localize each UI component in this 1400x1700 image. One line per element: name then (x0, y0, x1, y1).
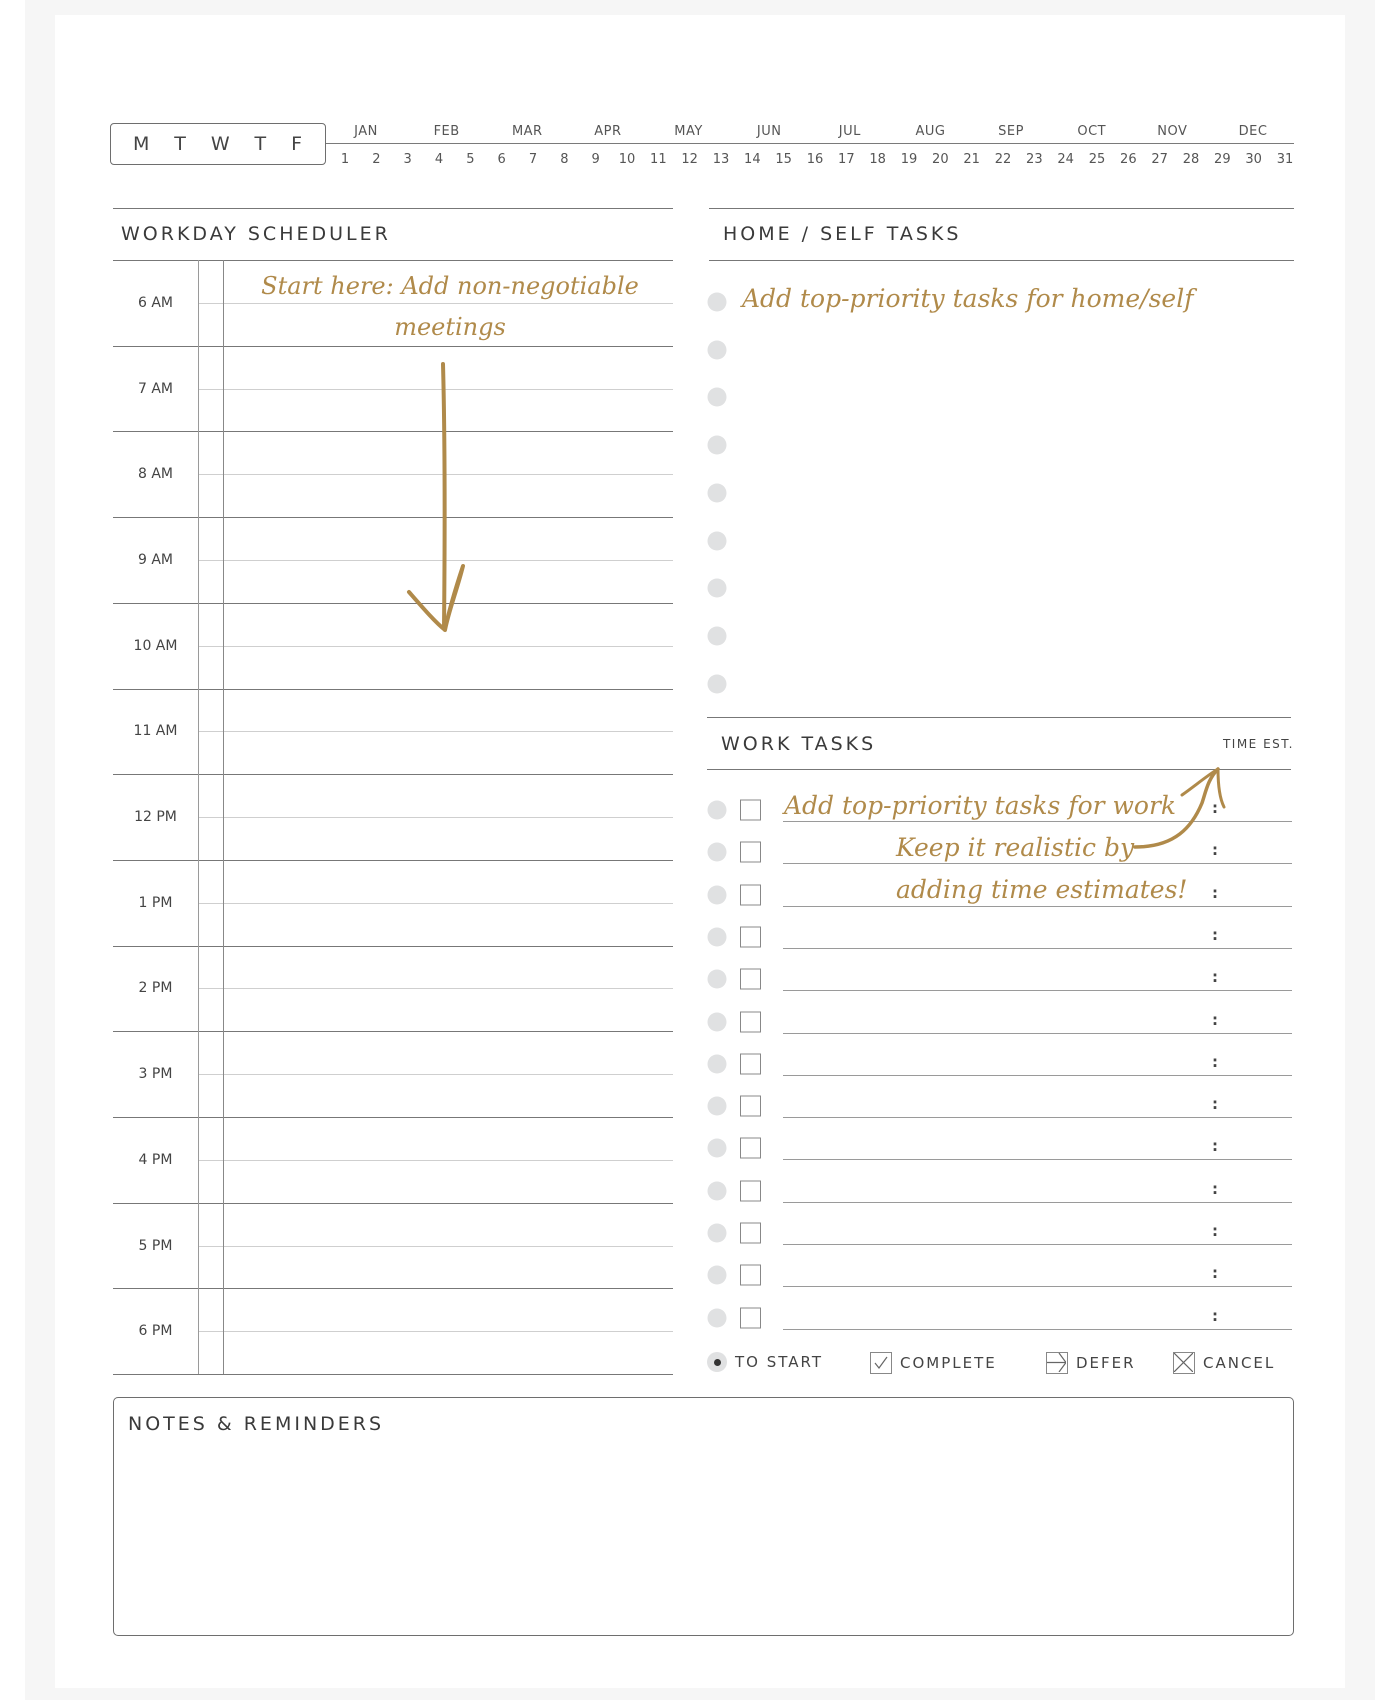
weekday-monday[interactable]: M (132, 133, 151, 155)
legend-cancel (1173, 1352, 1275, 1374)
home-top-rule (709, 208, 1294, 209)
work-task-underline (783, 1033, 1292, 1034)
hour-label: 3 PM (138, 1066, 173, 1083)
time-estimate-field[interactable]: : (1212, 883, 1218, 902)
month-jun[interactable]: JUN (756, 124, 782, 139)
work-task-checkbox[interactable] (740, 800, 761, 821)
day-17[interactable]: 17 (838, 152, 855, 167)
work-task-status-dot[interactable] (708, 1224, 727, 1243)
month-apr[interactable]: APR (594, 124, 622, 139)
checkmark-box-icon (870, 1352, 892, 1374)
cancel-x-box-icon (1173, 1352, 1195, 1374)
day-24[interactable]: 24 (1057, 152, 1074, 167)
notes-area[interactable] (113, 1397, 1294, 1636)
time-column-divider (198, 260, 199, 1374)
filled-dot-icon (707, 1352, 727, 1372)
work-task-underline (783, 1286, 1292, 1287)
home-task-status-dot[interactable] (708, 340, 727, 359)
home-task-input[interactable] (740, 664, 1290, 704)
time-slot-5-pm[interactable] (224, 1203, 673, 1289)
time-estimate-field[interactable]: : (1212, 1179, 1218, 1198)
work-top-rule (707, 717, 1291, 718)
home-task-status-dot[interactable] (708, 531, 727, 550)
home-task-input[interactable] (740, 473, 1290, 513)
time-estimate-field[interactable]: : (1212, 1137, 1218, 1156)
legend-complete-label: COMPLETE (900, 1354, 997, 1372)
day-2[interactable]: 2 (372, 152, 381, 167)
hour-label: 2 PM (138, 980, 173, 997)
day-12[interactable]: 12 (681, 152, 698, 167)
work-task-checkbox[interactable] (740, 1265, 761, 1286)
home-task-status-dot[interactable] (708, 626, 727, 645)
work-task-underline (783, 990, 1292, 991)
work-task-checkbox[interactable] (740, 1053, 761, 1074)
work-tasks-title: WORK TASKS (721, 733, 877, 755)
home-tasks-annotation: Add top-priority tasks for home/self (742, 284, 1194, 313)
hour-label: 9 AM (137, 551, 173, 568)
work-task-input[interactable] (783, 917, 1203, 947)
legend-complete (870, 1352, 997, 1374)
work-task-status-dot[interactable] (708, 1054, 727, 1073)
work-task-underline (783, 1329, 1292, 1330)
time-estimate-field[interactable]: : (1212, 1052, 1218, 1071)
home-task-status-dot[interactable] (708, 388, 727, 407)
work-task-checkbox[interactable] (740, 926, 761, 947)
month-oct[interactable]: OCT (1077, 124, 1107, 139)
hour-rule (113, 1374, 673, 1375)
month-sep[interactable]: SEP (998, 124, 1024, 139)
work-task-checkbox[interactable] (740, 1096, 761, 1117)
work-task-status-dot[interactable] (708, 1308, 727, 1327)
weekday-thursday[interactable]: T (254, 133, 268, 155)
time-slot-11-am[interactable] (224, 689, 673, 775)
work-task-underline (783, 1075, 1292, 1076)
day-29[interactable]: 29 (1214, 152, 1231, 167)
day-7[interactable]: 7 (528, 152, 538, 167)
weekday-friday[interactable]: F (291, 133, 303, 155)
legend-defer (1046, 1352, 1136, 1374)
work-task-status-dot[interactable] (708, 970, 727, 989)
work-task-underline (783, 906, 1292, 907)
hour-label: 12 PM (134, 809, 177, 826)
work-task-input[interactable] (783, 1044, 1203, 1074)
work-task-status-dot[interactable] (708, 1139, 727, 1158)
home-task-input[interactable] (740, 521, 1290, 561)
time-estimate-field[interactable]: : (1212, 1010, 1218, 1029)
work-task-checkbox[interactable] (740, 842, 761, 863)
work-task-input[interactable] (783, 959, 1203, 989)
work-task-status-dot[interactable] (708, 843, 727, 862)
hand-drawn-down-arrow-icon (395, 360, 475, 640)
work-task-input[interactable] (783, 1086, 1203, 1116)
day-23[interactable]: 23 (1026, 152, 1043, 167)
month-aug[interactable]: AUG (915, 124, 946, 139)
time-slot-6-pm[interactable] (224, 1288, 673, 1374)
time-slot-2-pm[interactable] (224, 946, 673, 1032)
hour-label: 8 AM (137, 466, 173, 483)
day-5[interactable]: 5 (466, 152, 475, 167)
time-estimate-field[interactable]: : (1212, 799, 1218, 818)
day-30[interactable]: 30 (1245, 152, 1262, 167)
day-28[interactable]: 28 (1182, 152, 1200, 167)
work-task-status-dot[interactable] (708, 1181, 727, 1200)
month-mar[interactable]: MAR (511, 124, 543, 139)
home-task-status-dot[interactable] (708, 436, 727, 455)
home-task-status-dot[interactable] (708, 483, 727, 502)
legend-cancel-label: CANCEL (1203, 1354, 1276, 1372)
day-20[interactable]: 20 (932, 152, 949, 167)
slot-column-divider (223, 260, 224, 1374)
day-26[interactable]: 26 (1120, 152, 1137, 167)
work-task-input[interactable] (783, 1002, 1203, 1032)
work-annotation-line2: Keep it realistic by (896, 833, 1135, 862)
work-annotation-line1: Add top-priority tasks for work (784, 791, 1177, 820)
time-slot-12-pm[interactable] (224, 774, 673, 860)
day-21[interactable]: 21 (963, 152, 980, 167)
time-estimate-header: TIME EST. (1222, 737, 1294, 751)
day-10[interactable]: 10 (618, 152, 636, 167)
work-task-underline (783, 948, 1292, 949)
home-task-input[interactable] (740, 330, 1290, 370)
work-task-status-dot[interactable] (708, 1012, 727, 1031)
day-27[interactable]: 27 (1151, 152, 1168, 167)
work-task-status-dot[interactable] (708, 885, 727, 904)
month-feb[interactable]: FEB (433, 124, 460, 139)
weekday-selector (110, 123, 326, 165)
month-dec[interactable]: DEC (1238, 124, 1268, 139)
time-estimate-field[interactable]: : (1212, 926, 1218, 945)
day-18[interactable]: 18 (869, 152, 886, 167)
scheduler-annotation-line2: meetings (394, 313, 506, 341)
timeline-divider (326, 143, 1294, 144)
time-estimate-field[interactable]: : (1212, 1306, 1218, 1325)
month-jan[interactable]: JAN (354, 124, 378, 139)
work-task-checkbox[interactable] (740, 969, 761, 990)
day-14[interactable]: 14 (744, 152, 761, 167)
work-task-underline (783, 1117, 1292, 1118)
scheduler-title: WORKDAY SCHEDULER (121, 223, 391, 245)
work-task-underline (783, 1159, 1292, 1160)
scheduler-top-rule (113, 208, 673, 209)
hour-label: 5 PM (138, 1237, 173, 1254)
day-9[interactable]: 9 (591, 152, 600, 167)
home-task-status-dot[interactable] (708, 293, 727, 312)
day-22[interactable]: 22 (994, 152, 1012, 167)
day-13[interactable]: 13 (712, 152, 730, 167)
hour-label: 6 AM (137, 294, 173, 311)
work-task-status-dot[interactable] (708, 927, 727, 946)
work-task-status-dot[interactable] (708, 801, 727, 820)
hour-label: 7 AM (137, 380, 173, 397)
work-task-input[interactable] (783, 1298, 1203, 1328)
hour-label: 11 AM (133, 723, 178, 740)
work-task-checkbox[interactable] (740, 1223, 761, 1244)
scheduler-annotation-line1: Start here: Add non-negotiable (261, 272, 639, 300)
legend-to-start-label: TO START (735, 1353, 824, 1371)
month-jul[interactable]: JUL (838, 124, 861, 139)
time-slot-3-pm[interactable] (224, 1031, 673, 1117)
time-slot-1-pm[interactable] (224, 860, 673, 946)
month-may[interactable]: MAY (674, 124, 703, 139)
legend-to-start (707, 1352, 823, 1372)
time-estimate-field[interactable]: : (1212, 841, 1218, 860)
home-header-rule (709, 260, 1294, 261)
home-task-input[interactable] (740, 377, 1290, 417)
day-25[interactable]: 25 (1088, 152, 1106, 167)
day-3[interactable]: 3 (403, 152, 412, 167)
work-task-input[interactable] (783, 1128, 1203, 1158)
time-estimate-field[interactable]: : (1212, 1095, 1218, 1114)
work-task-checkbox[interactable] (740, 1307, 761, 1328)
weekday-wednesday[interactable]: W (210, 133, 231, 155)
work-task-status-dot[interactable] (708, 1266, 727, 1285)
day-15[interactable]: 15 (775, 152, 792, 167)
work-task-checkbox[interactable] (740, 884, 761, 905)
home-task-input[interactable] (740, 568, 1290, 608)
home-task-status-dot[interactable] (708, 674, 727, 693)
work-task-input[interactable] (783, 1213, 1203, 1243)
weekday-tuesday[interactable]: T (174, 133, 187, 155)
legend-defer-label: DEFER (1076, 1354, 1136, 1372)
work-task-checkbox[interactable] (740, 1138, 761, 1159)
day-11[interactable]: 11 (650, 152, 667, 167)
hour-label: 4 PM (138, 1151, 173, 1168)
hour-label: 10 AM (133, 637, 178, 654)
work-task-input[interactable] (783, 1255, 1203, 1285)
time-estimate-field[interactable]: : (1212, 1222, 1218, 1241)
day-6[interactable]: 6 (497, 152, 506, 167)
time-estimate-field[interactable]: : (1212, 1264, 1218, 1283)
work-task-checkbox[interactable] (740, 1011, 761, 1032)
notes-title: NOTES & REMINDERS (128, 1413, 385, 1435)
home-task-status-dot[interactable] (708, 579, 727, 598)
hour-label: 6 PM (138, 1323, 173, 1340)
day-19[interactable]: 19 (900, 152, 918, 167)
day-1[interactable]: 1 (340, 152, 350, 167)
time-slot-4-pm[interactable] (224, 1117, 673, 1203)
work-task-underline (783, 1202, 1292, 1203)
hour-label: 1 PM (138, 894, 173, 911)
work-task-input[interactable] (783, 1171, 1203, 1201)
month-nov[interactable]: NOV (1157, 124, 1188, 139)
work-task-status-dot[interactable] (708, 1097, 727, 1116)
work-annotation-line3: adding time estimates! (896, 875, 1188, 904)
work-task-checkbox[interactable] (740, 1180, 761, 1201)
home-task-input[interactable] (740, 616, 1290, 656)
defer-arrow-box-icon (1046, 1352, 1068, 1374)
day-8[interactable]: 8 (560, 152, 569, 167)
time-estimate-field[interactable]: : (1212, 968, 1218, 987)
day-31[interactable]: 31 (1276, 152, 1294, 167)
hand-drawn-curved-arrow-icon (1130, 765, 1230, 865)
home-tasks-title: HOME / SELF TASKS (723, 223, 962, 245)
day-4[interactable]: 4 (434, 152, 444, 167)
home-task-input[interactable] (740, 425, 1290, 465)
day-16[interactable]: 16 (806, 152, 824, 167)
work-task-underline (783, 1244, 1292, 1245)
